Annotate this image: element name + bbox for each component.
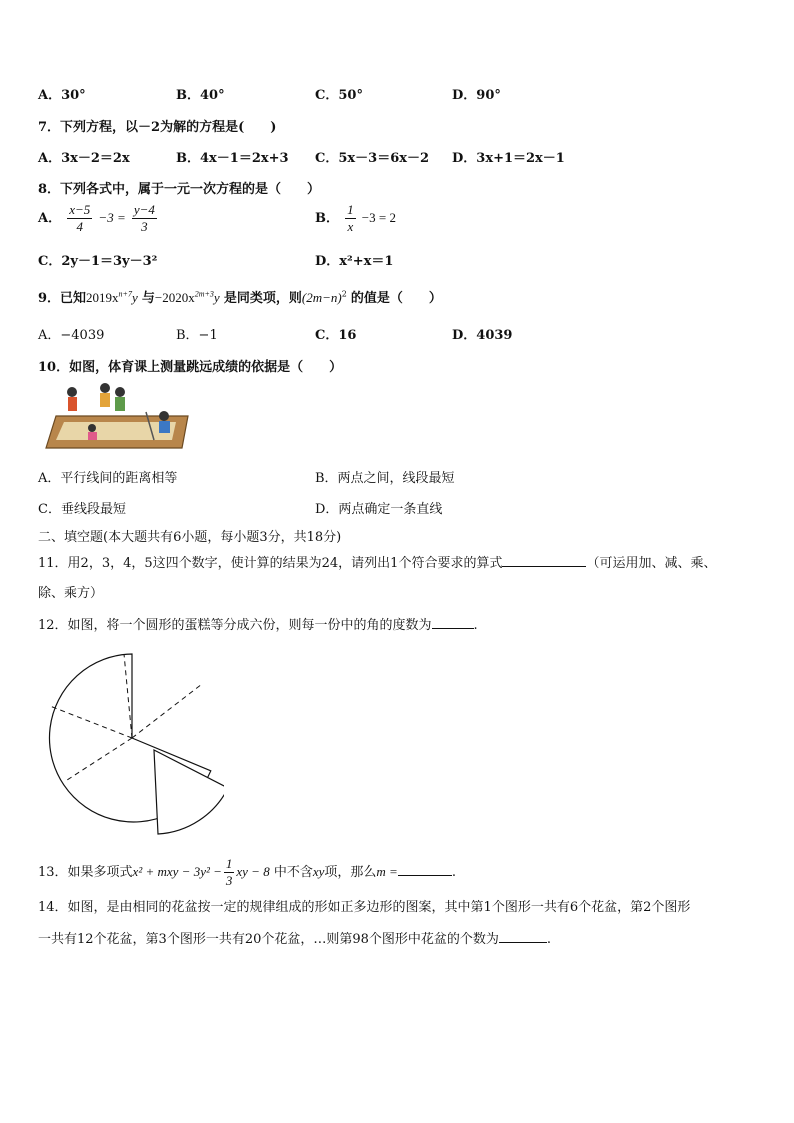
cut-line-4	[132, 684, 202, 738]
q7-option-c: C．5x－3＝6x－2	[315, 151, 430, 166]
q10-option-c: C．垂线段最短	[38, 502, 126, 517]
child-figure-2	[100, 383, 110, 393]
q8-option-b: B． $\frac{1}{x}$ −3 = 2	[315, 202, 396, 234]
q13-stem: 13．如果多项式x² + mxy − 3y² − $\frac{1}{3}$ xy − 8 中不含xy项，那么m = .	[38, 856, 456, 888]
q11-line-1: 11．用2，3，4，5这四个数字，使计算的结果为24，请列出1个符合要求的算式 （可运用加、减、乘、	[38, 556, 717, 571]
q9-option-b: B．−1	[176, 328, 218, 343]
q9-option-a: A．−4039	[38, 328, 105, 343]
section-2-heading: 二、填空题(本大题共有6小题，每小题3分，共18分)	[38, 530, 342, 545]
q9-option-c: C．16	[315, 328, 357, 343]
q10-option-a: A．平行线间的距离相等	[38, 471, 178, 486]
q13-answer-blank	[398, 863, 452, 876]
q8-option-d: D．x²+x＝1	[315, 254, 394, 269]
q9-stem: 9．已知$2019x^{n+7}y$ 与$-2020x^{2m+3}y$ 是同类项，则$(2m-n)^2$ 的值是（ ）	[38, 289, 442, 306]
q8-a-fraction-left: $\frac{x-5}{4}$	[69, 202, 91, 234]
q8-a-fraction-right: $\frac{y-4}{3}$	[133, 202, 155, 234]
q14-line-1: 14．如图，是由相同的花盆按一定的规律组成的形如正多边形的图案，其中第1个图形一共有6个花盆，第2个图形	[38, 900, 691, 915]
q9-option-d: D．4039	[452, 328, 513, 343]
q10-option-b: B．两点之间，线段最短	[315, 471, 455, 486]
child-figure-4	[159, 411, 169, 421]
q8-option-c: C．2y－1＝3y－3²	[38, 254, 158, 269]
q12-answer-blank	[432, 616, 474, 629]
q8-stem: 8．下列各式中，属于一元一次方程的是（ ）	[38, 182, 321, 197]
cake-circle-diagram	[44, 644, 224, 840]
q8-option-a-label: A．	[38, 211, 62, 226]
q13-fraction: $\frac{1}{3}$	[225, 856, 233, 888]
q11-line-2: 除、乘方）	[38, 586, 104, 601]
q6-option-b: B．40°	[176, 88, 225, 103]
child-figure-1	[67, 387, 77, 397]
q10-option-d: D．两点确定一条直线	[315, 502, 443, 517]
q14-answer-blank	[499, 930, 547, 943]
q7-option-b: B．4x－1＝2x+3	[176, 151, 289, 166]
q7-stem: 7．下列方程，以－2为解的方程是( )	[38, 120, 277, 135]
q7-option-d: D．3x+1＝2x－1	[452, 151, 565, 166]
q12-stem: 12．如图，将一个圆形的蛋糕等分成六份，则每一份中的角的度数为 .	[38, 618, 478, 633]
q8-b-fraction: $\frac{1}{x}$	[347, 202, 354, 234]
q6-option-d: D．90°	[452, 88, 501, 103]
child-figure-5	[88, 424, 96, 432]
q14-line-2: 一共有12个花盆，第3个图形一共有20个花盆，…则第98个图形中花盆的个数为 .	[38, 932, 552, 947]
q8-a-middle: −3 =	[98, 210, 126, 225]
q6-option-a: A．30°	[38, 88, 86, 103]
q7-option-a: A．3x－2＝2x	[38, 151, 130, 166]
child-figure-3	[115, 387, 125, 397]
q10-stem: 10．如图，体育课上测量跳远成绩的依据是（ ）	[38, 360, 343, 375]
q6-option-c: C．50°	[315, 88, 363, 103]
q8-option-a	[38, 202, 159, 235]
long-jump-illustration	[42, 378, 192, 454]
q11-answer-blank	[502, 554, 586, 567]
